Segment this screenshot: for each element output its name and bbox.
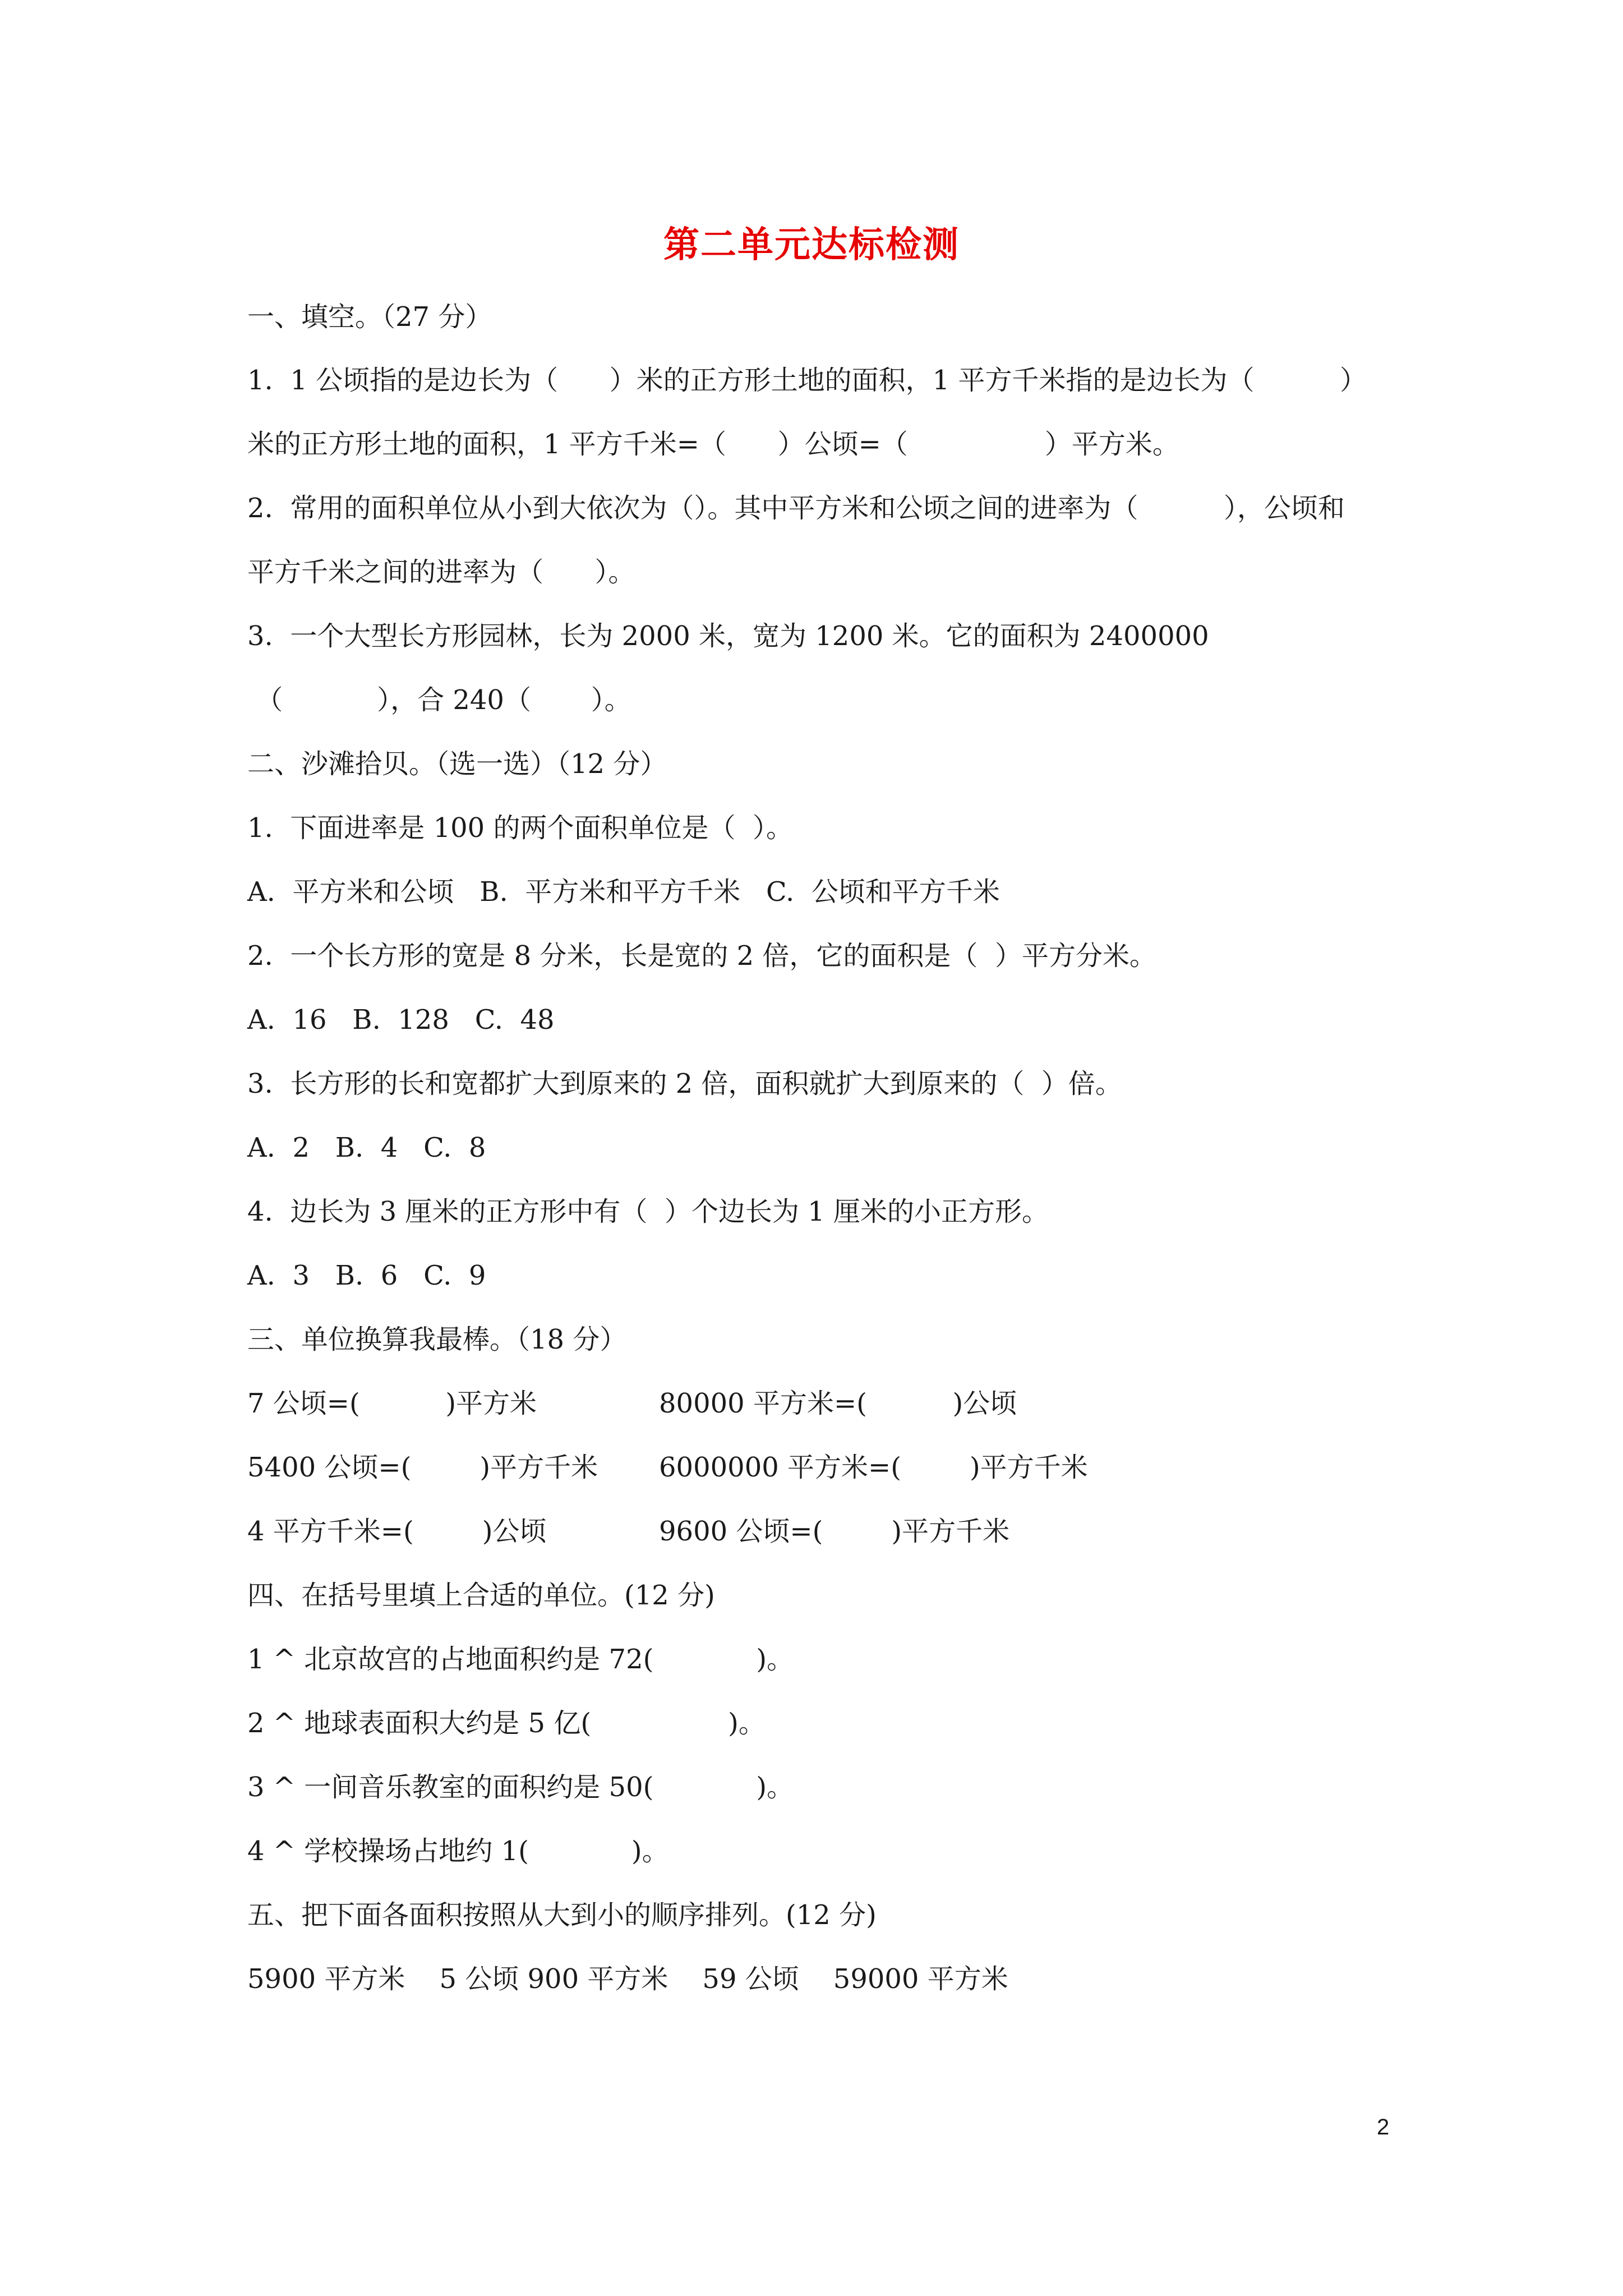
section-1-heading: 一、填空。（27 分） [247,301,492,333]
question-line: 1. 下面进率是 100 的两个面积单位是（ ）。 [247,812,793,844]
question-line: 1. 1 公顷指的是边长为（ ）米的正方形土地的面积，1 平方千米指的是边长为（ ） [247,365,1367,396]
question-line: 3. 一个大型长方形园林，长为 2000 米，宽为 1200 米。它的面积为 2400000 [247,620,1209,652]
section-2-heading: 二、沙滩拾贝。（选一选）（12 分） [247,748,667,780]
question-line: 2 ^ 地球表面积大约是 5 亿( )。 [247,1708,766,1739]
conversion-item: 6000000 平方米=( )平方千米 [659,1452,1088,1483]
question-line: 3 ^ 一间音乐教室的面积约是 50( )。 [247,1772,794,1803]
options-line: A. 平方米和公顷 B. 平方米和平方千米 C. 公顷和平方千米 [247,876,1000,908]
options-line: A. 2 B. 4 C. 8 [247,1132,486,1163]
question-line: 4. 边长为 3 厘米的正方形中有（ ）个边长为 1 厘米的小正方形。 [247,1196,1049,1227]
conversion-item: 4 平方千米=( )公顷 [247,1516,547,1547]
page-number: 2 [1377,2115,1390,2139]
question-line: 3. 长方形的长和宽都扩大到原来的 2 倍，面积就扩大到原来的（ ）倍。 [247,1068,1122,1099]
section-3-heading: 三、单位换算我最棒。（18 分） [247,1324,627,1355]
question-line: 4 ^ 学校操场占地约 1( )。 [247,1835,669,1867]
page-title: 第二单元达标检测 [663,224,960,266]
conversion-item: 5400 公顷=( )平方千米 [247,1452,598,1483]
question-line: 米的正方形土地的面积，1 平方千米=（ ）公顷=（ ）平方米。 [247,429,1179,460]
options-line: A. 3 B. 6 C. 9 [247,1260,486,1291]
section-5-heading: 五、把下面各面积按照从大到小的顺序排列。(12 分) [247,1899,877,1931]
conversion-item: 9600 公顷=( )平方千米 [659,1516,1010,1547]
question-line: 2. 常用的面积单位从小到大依次为（）。其中平方米和公顷之间的进率为（ ），公顷和 [247,493,1345,524]
section-4-heading: 四、在括号里填上合适的单位。(12 分) [247,1580,715,1611]
conversion-item: 80000 平方米=( )公顷 [659,1388,1017,1419]
question-line: 1 ^ 北京故宫的占地面积约是 72( )。 [247,1644,794,1675]
question-line: （ ），合 240（ ）。 [247,684,631,716]
conversion-item: 7 公顷=( )平方米 [247,1388,537,1419]
question-line: 2. 一个长方形的宽是 8 分米，长是宽的 2 倍，它的面积是（ ）平方分米。 [247,940,1156,972]
options-line: A. 16 B. 128 C. 48 [247,1004,555,1036]
question-line: 平方千米之间的进率为（ ）。 [247,556,635,588]
question-line: 5900 平方米 5 公顷 900 平方米 59 公顷 59000 平方米 [247,1963,1008,1995]
